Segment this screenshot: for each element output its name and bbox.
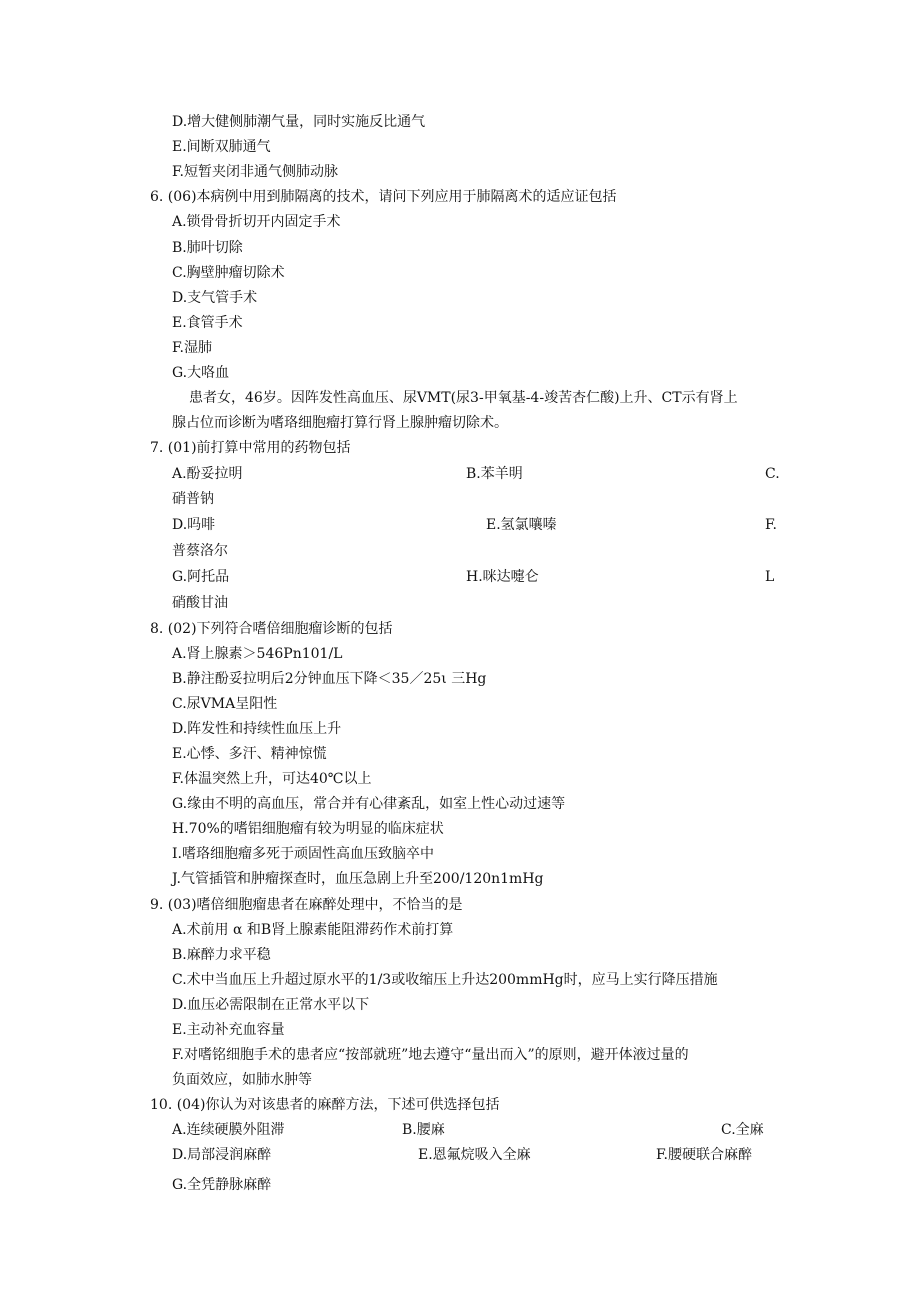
q8-option-b: B.静注酚妥拉明后2分钟血压下降＜35／25ι 三Hg <box>172 671 487 687</box>
q9-option-e: E.主动补充血容量 <box>172 1022 285 1038</box>
q7-option-b: B.苯羊明 <box>466 466 523 482</box>
q7-option-h: H.咪达嚏仑 <box>466 569 539 585</box>
q7-option-a: A.酚妥拉明 <box>172 466 243 482</box>
q7-option-c-label: C. <box>765 466 780 482</box>
q7-option-l-text: 硝酸甘油 <box>172 595 228 611</box>
q9-option-d: D.血压必需限制在正常水平以下 <box>172 997 370 1013</box>
q10-option-a: A.连续硬膜外阻滞 <box>172 1122 285 1138</box>
q6-option-f: F.湿肺 <box>172 340 212 356</box>
q10-option-g: G.全凭静脉麻醉 <box>172 1177 272 1193</box>
q9-option-c: C.术中当血压上升超过原水平的1/3或收缩压上升达200mmHg时，应马上实行降压措施 <box>172 972 718 988</box>
q8-option-e: E.心悸、多汗、精神惊慌 <box>172 746 327 762</box>
case-line-2: 腺占位而诊断为嗜珞细胞瘤打算行肾上腺肿瘤切除术。 <box>172 415 508 431</box>
q6-option-d: D.支气管手术 <box>172 290 258 306</box>
q6-option-c: C.胸壁肿瘤切除术 <box>172 265 285 281</box>
q8-option-c: C.尿VMA呈阳性 <box>172 696 278 712</box>
q9-option-f: F.对嗜铭细胞手术的患者应“按部就班”地去遵守“量出而入”的原则，避开体液过量的 <box>172 1047 689 1063</box>
q8-option-a: A.肾上腺素＞546Pn101/L <box>172 646 343 662</box>
q6-option-e: E.食管手术 <box>172 315 243 331</box>
q7-option-g: G.阿托品 <box>172 569 230 585</box>
q9-option-b: B.麻醉力求平稳 <box>172 947 271 963</box>
q10-option-b: B.腰麻 <box>402 1122 445 1138</box>
q5-option-f: F.短暂夹闭非通气侧肺动脉 <box>172 164 338 180</box>
q10-option-f: F.腰硬联合麻醉 <box>656 1147 752 1163</box>
q9-option-a: A.术前用 α 和B肾上腺素能阻滞药作术前打算 <box>172 922 454 938</box>
q7-option-f-label: F. <box>765 517 777 533</box>
case-line-1: 患者女，46岁。因阵发性高血压、尿VMT(尿3-甲氧基-4-竣苦杏仁酸)上升、CT示有肾上 <box>189 390 738 406</box>
q9-stem: 9. (03)嗜倍细胞瘤患者在麻醉处理中，不恰当的是 <box>150 897 463 913</box>
q5-option-e: E.间断双肺通气 <box>172 139 271 155</box>
q6-stem: 6. (06)本病例中用到肺隔离的技术，请问下列应用于肺隔离术的适应证包括 <box>150 189 617 205</box>
q8-option-d: D.阵发性和持续性血压上升 <box>172 721 342 737</box>
q7-option-e: E.氢氯嚷嗪 <box>486 517 557 533</box>
q7-option-d: D.吗啡 <box>172 517 216 533</box>
q6-option-a: A.锁骨骨折切开内固定手术 <box>172 214 341 230</box>
q8-option-h: H.70%的嗜铝细胞瘤有较为明显的临床症状 <box>172 821 444 837</box>
q9-option-f-continued: 负面效应，如肺水肿等 <box>172 1072 312 1088</box>
q6-option-b: B.肺叶切除 <box>172 240 243 256</box>
q10-stem: 10. (04)你认为对该患者的麻醉方法，下述可供选择包括 <box>150 1097 500 1113</box>
q7-option-c-text: 硝普钠 <box>172 491 214 507</box>
q8-option-g: G.缘由不明的高血压，常合并有心律紊乱，如室上性心动过速等 <box>172 796 566 812</box>
q6-option-g: G.大咯血 <box>172 365 230 381</box>
q8-option-f: F.体温突然上升，可达40℃以上 <box>172 771 372 787</box>
q8-stem: 8. (02)下列符合嗜倍细胞瘤诊断的包括 <box>150 621 393 637</box>
q5-option-d: D.增大健侧肺潮气量，同时实施反比通气 <box>172 114 426 130</box>
q8-option-j: J.气管插管和肿瘤探查时，血压急剧上升至200/120n1mHg <box>172 871 544 887</box>
q10-option-e: E.恩氟烷吸入全麻 <box>418 1147 531 1163</box>
q7-option-f-text: 普蔡洛尔 <box>172 543 228 559</box>
q7-option-l-label: L <box>765 569 775 585</box>
q8-option-i: I.嗜珞细胞瘤多死于顽固性高血压致脑卒中 <box>172 846 434 862</box>
q10-option-c: C.全麻 <box>721 1122 764 1138</box>
q10-option-d: D.局部浸润麻醉 <box>172 1147 272 1163</box>
q7-stem: 7. (01)前打算中常用的药物包括 <box>150 440 351 456</box>
